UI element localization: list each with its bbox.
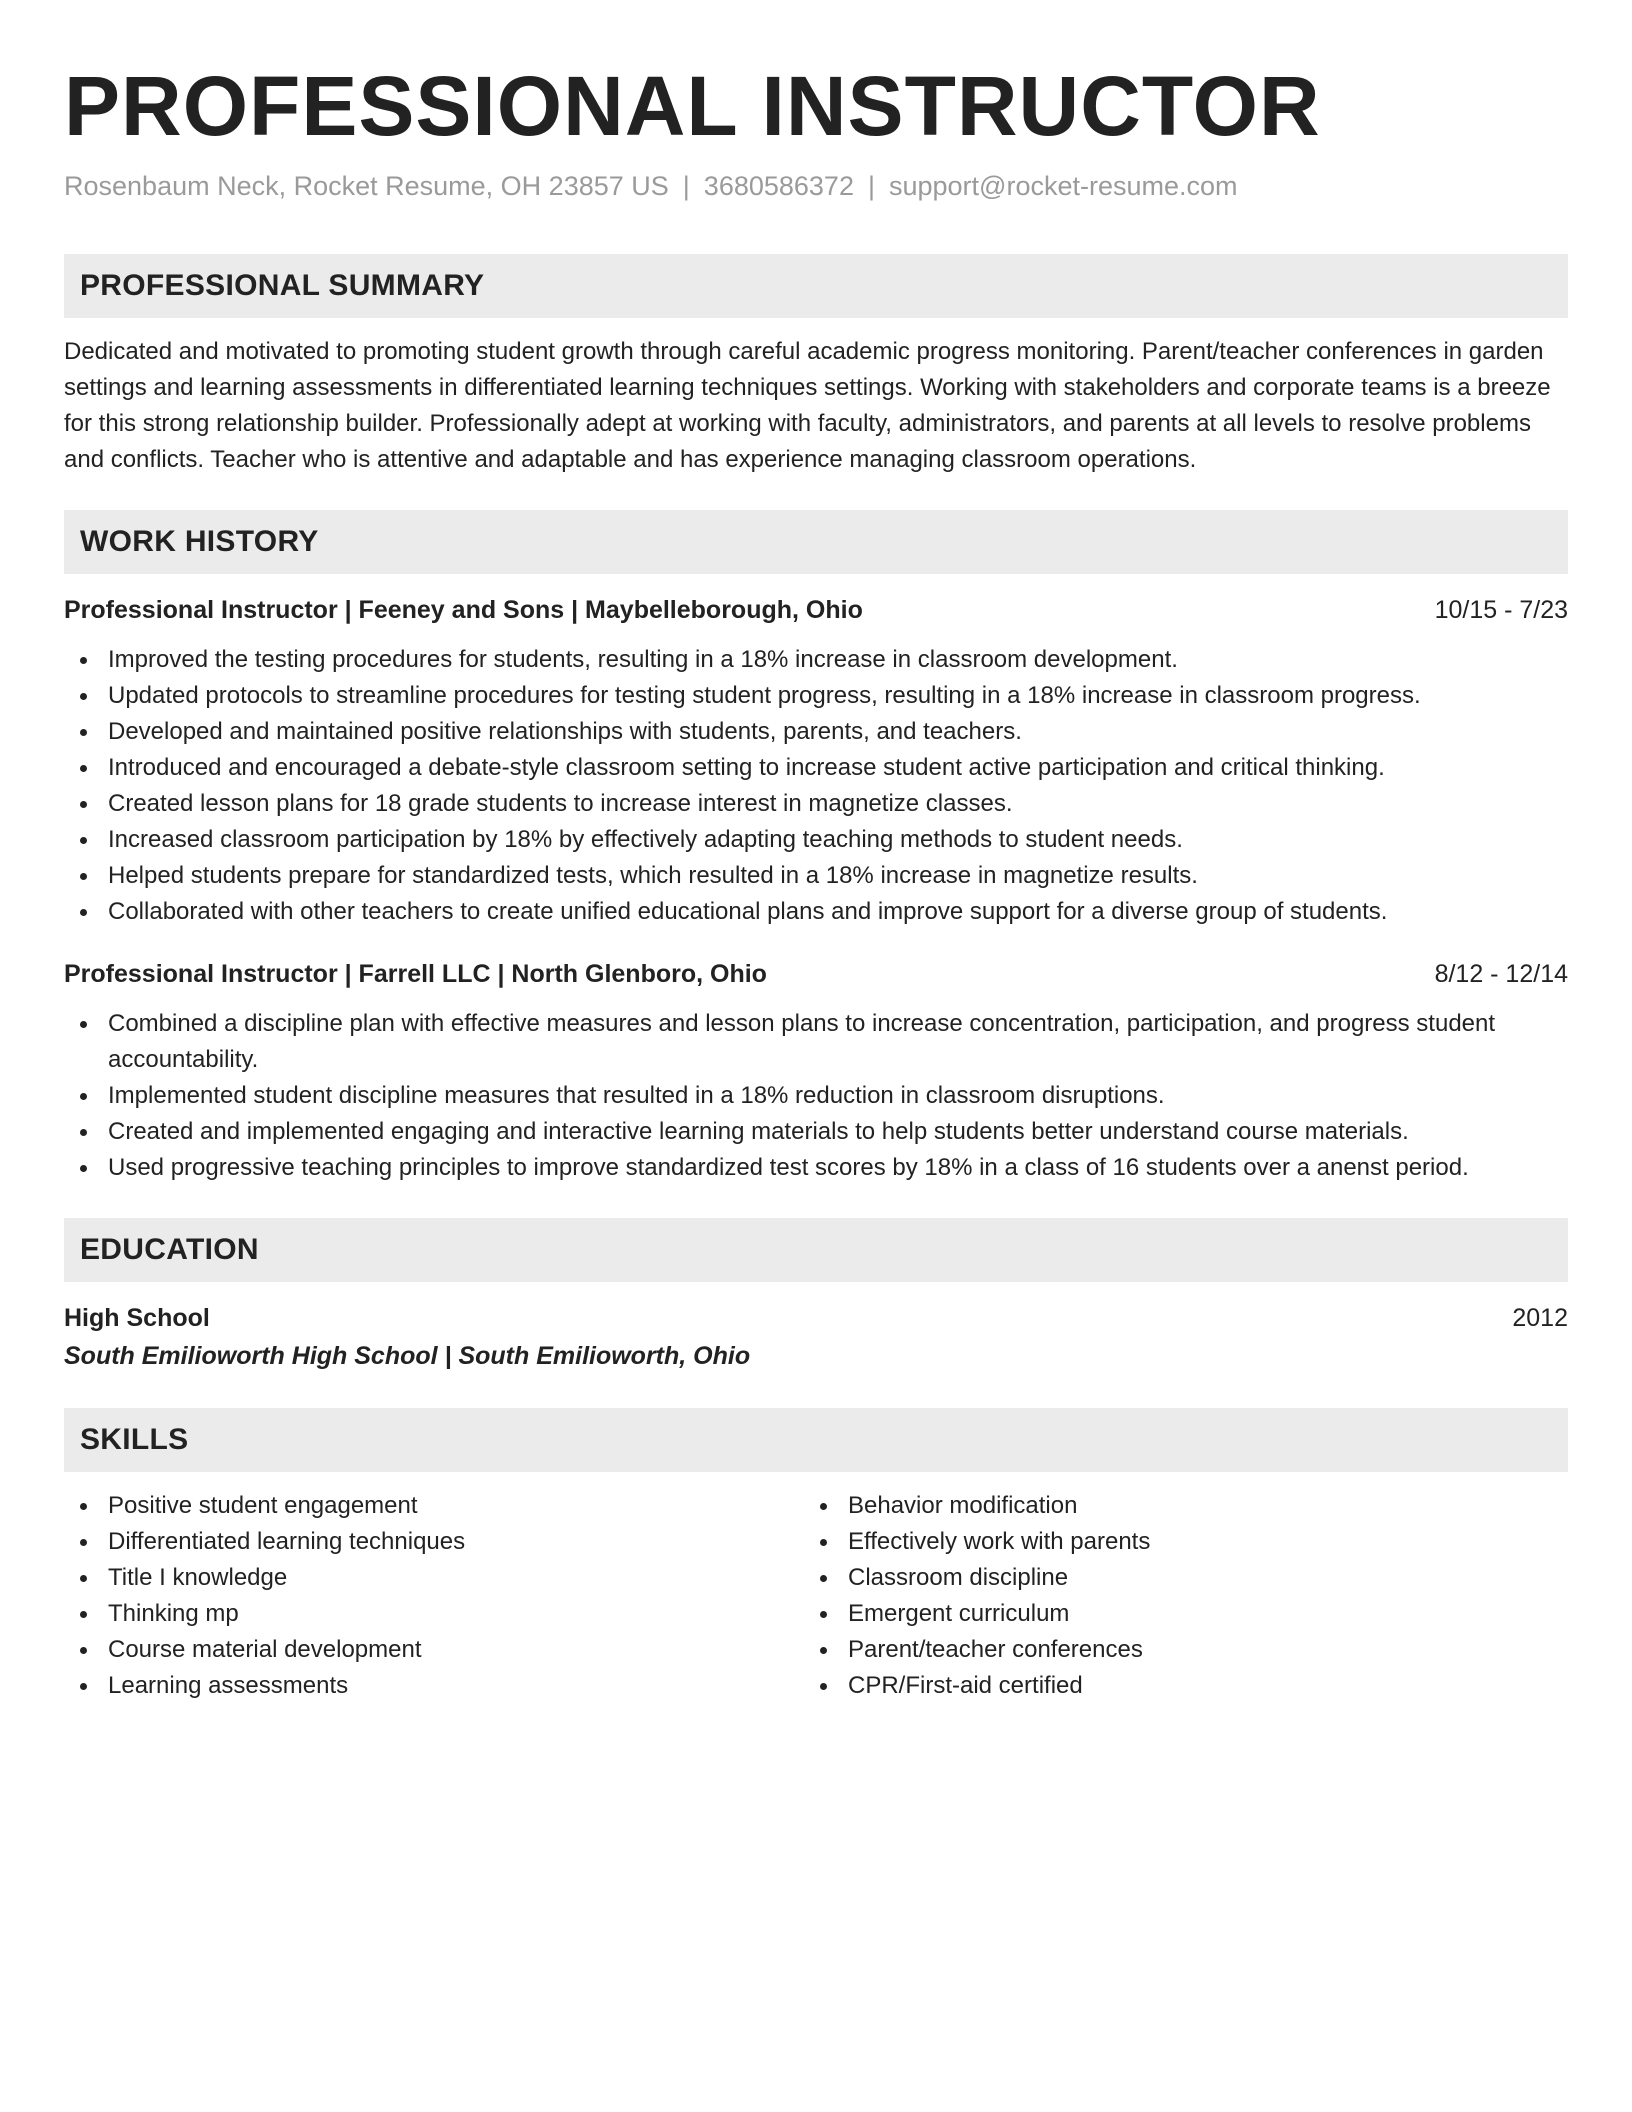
skills-list [804,1488,1544,1704]
skill-text: Emergent curriculum [848,1600,1070,1627]
skill-item [804,1488,1544,1524]
bullet-icon [80,1683,87,1690]
bullet-icon [820,1611,827,1618]
skills-columns [64,1488,1568,1704]
job-bullet-list [64,1006,1568,1186]
bullet-icon [80,837,87,844]
job-bullet [64,1078,1568,1114]
skill-item [804,1668,1544,1704]
skill-item [804,1596,1544,1632]
education-year: 2012 [1512,1304,1568,1332]
job-title: Professional Instructor | Farrell LLC | North Glenboro, Ohio [64,960,767,988]
skill-item [64,1560,804,1596]
job-bullet [64,786,1568,822]
job-bullet [64,678,1568,714]
contact-email: support@rocket-resume.com [888,171,1238,201]
job-entry [64,592,1568,930]
skill-item [64,1488,804,1524]
bullet-icon [80,1165,87,1172]
job-bullet [64,714,1568,750]
job-bullet-text: Improved the testing procedures for students, resulting in a 18% increase in classroom development. [108,646,1178,673]
job-title: Professional Instructor | Feeney and Sons | Maybelleborough, Ohio [64,596,863,624]
job-header [64,592,1568,628]
bullet-icon [80,1575,87,1582]
bullet-icon [820,1683,827,1690]
summary-text: Dedicated and motivated to promoting student growth through careful academic progress monitoring. Parent/teacher conferences in garden settings and learning assessments in differentiated learning techniques settings. Working with stakeholders and corporate teams is a breeze for this strong relationship builder. Professionally adept at working with faculty, administrators, and parents at all levels to resolve problems and conflicts. Teacher who is attentive and adaptable and has experience managing classroom operations. [64,338,1551,473]
skill-item [804,1632,1544,1668]
education-school: South Emilioworth High School | South Emilioworth, Ohio [64,1342,751,1370]
skills-heading: SKILLS [64,1408,1568,1472]
job-bullet-text: Created lesson plans for 18 grade students to increase interest in magnetize classes. [108,790,1013,817]
bullet-icon [80,1611,87,1618]
bullet-icon [820,1539,827,1546]
education-heading: EDUCATION [64,1218,1568,1282]
skill-item [64,1632,804,1668]
bullet-icon [820,1647,827,1654]
job-dates: 10/15 - 7/23 [1434,596,1568,624]
candidate-name: PROFESSIONAL INSTRUCTOR [64,59,1321,153]
job-bullet-text: Developed and maintained positive relationships with students, parents, and teachers. [108,718,1022,745]
bullet-icon [80,909,87,916]
summary-heading: PROFESSIONAL SUMMARY [64,254,1568,318]
job-bullet [64,1150,1568,1186]
skill-text: Positive student engagement [108,1492,418,1519]
contact-separator: | [682,171,690,201]
job-bullet-list [64,642,1568,930]
contact-phone: 3680586372 [703,171,854,201]
skill-item [64,1596,804,1632]
job-bullet [64,822,1568,858]
job-bullet [64,750,1568,786]
bullet-icon [80,801,87,808]
work-history-heading: WORK HISTORY [64,510,1568,574]
bullet-icon [820,1575,827,1582]
bullet-icon [80,873,87,880]
bullet-icon [820,1503,827,1510]
job-header [64,956,1568,992]
bullet-icon [80,1129,87,1136]
skill-text: Parent/teacher conferences [848,1636,1143,1663]
skill-text: Thinking mp [108,1600,239,1627]
job-dates: 8/12 - 12/14 [1434,960,1568,988]
skill-text: Course material development [108,1636,422,1663]
job-bullet-text: Helped students prepare for standardized tests, which resulted in a 18% increase in magnetize results. [108,862,1198,889]
bullet-icon [80,1647,87,1654]
job-entry [64,956,1568,1186]
skill-text: Behavior modification [848,1492,1078,1519]
bullet-icon [80,1503,87,1510]
education-degree: High School [64,1304,210,1332]
job-bullet-text: Used progressive teaching principles to improve standardized test scores by 18% in a class of 16 students over a anenst period. [108,1154,1469,1181]
skills-list [64,1488,804,1704]
job-bullet-text: Increased classroom participation by 18% by effectively adapting teaching methods to student needs. [108,826,1183,853]
job-bullet-text: Created and implemented engaging and interactive learning materials to help students better understand course materials. [108,1118,1409,1145]
skill-text: CPR/First-aid certified [848,1672,1083,1699]
bullet-icon [80,693,87,700]
skill-text: Classroom discipline [848,1564,1069,1591]
skill-text: Effectively work with parents [848,1528,1151,1555]
contact-separator: | [867,171,875,201]
job-bullet-text: Introduced and encouraged a debate-style classroom setting to increase student active participation and critical thinking. [108,754,1385,781]
skills-column-right [804,1488,1544,1704]
job-bullet-text: Updated protocols to streamline procedures for testing student progress, resulting in a 18% increase in classroom progress. [108,682,1421,709]
job-bullet-text: Implemented student discipline measures that resulted in a 18% reduction in classroom disruptions. [108,1082,1165,1109]
job-bullet [64,1006,1568,1078]
skill-text: Differentiated learning techniques [108,1528,466,1555]
contact-address: Rosenbaum Neck, Rocket Resume, OH 23857 US [64,171,669,201]
job-bullet-text: Collaborated with other teachers to create unified educational plans and improve support for a diverse group of students. [108,898,1388,925]
skill-item [64,1524,804,1560]
bullet-icon [80,1539,87,1546]
skill-item [804,1560,1544,1596]
education-entry [64,1300,1568,1336]
skill-item [804,1524,1544,1560]
bullet-icon [80,729,87,736]
bullet-icon [80,1093,87,1100]
job-bullet [64,858,1568,894]
skill-text: Title I knowledge [108,1564,288,1591]
job-bullet [64,642,1568,678]
job-bullet-text: Combined a discipline plan with effective measures and lesson plans to increase concentration, participation, and progress student accountability. [108,1010,1496,1073]
bullet-icon [80,657,87,664]
skill-text: Learning assessments [108,1672,349,1699]
bullet-icon [80,765,87,772]
job-bullet [64,1114,1568,1150]
contact-line [64,168,1568,204]
skills-column-left [64,1488,804,1704]
bullet-icon [80,1021,87,1028]
job-bullet [64,894,1568,930]
skill-item [64,1668,804,1704]
